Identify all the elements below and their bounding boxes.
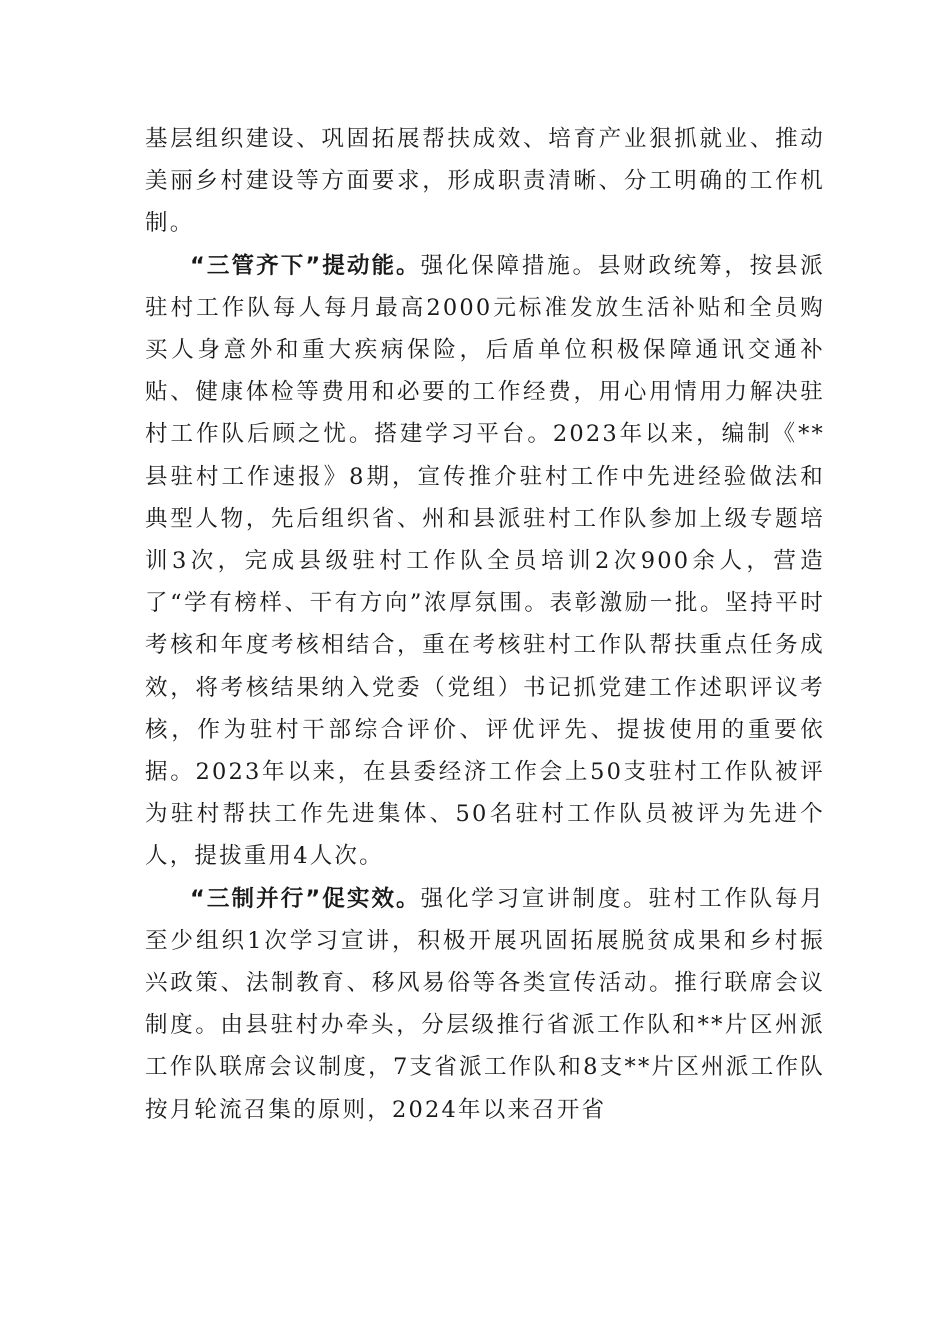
document-body — [145, 118, 825, 1131]
paragraph-text: 强化保障措施。县财政统筹，按县派驻村工作队每人每月最高2000元标准发放生活补贴和全员购买人身意外和重大疾病保险，后盾单位积极保障通讯交通补贴、健康体检等费用和必要的工作经费，用心用情用力解决驻村工作队后顾之忧。搭建学习平台。2023年以来，编制《**县驻村工作速报》8期，宣传推介驻村工作中先进经验做法和典型人物，先后组织省、州和县派驻村工作队参加上级专题培训3次，完成县级驻村工作队全员培训2次900余人，营造了“学有榜样、干有方向”浓厚氛围。表彰激励一批。坚持平时考核和年度考核相结合，重在考核驻村工作队帮扶重点任务成效，将考核结果纳入党委（党组）书记抓党建工作述职评议考核，作为驻村干部综合评价、评优评先、提拔使用的重要依据。2023年以来，在县委经济工作会上50支驻村工作队被评为驻村帮扶工作先进集体、50名驻村工作队员被评为先进个人，提拔重用4人次。 — [145, 252, 826, 870]
paragraph-continuation — [145, 118, 825, 245]
paragraph-heading: “三管齐下”提动能。 — [190, 252, 421, 279]
paragraph-heading: “三制并行”促实效。 — [190, 885, 421, 912]
paragraph-text: 基层组织建设、巩固拓展帮扶成效、培育产业狠抓就业、推动美丽乡村建设等方面要求，形成职责清晰、分工明确的工作机制。 — [145, 126, 825, 237]
paragraph-three-management — [145, 245, 825, 878]
paragraph-text: 强化学习宣讲制度。驻村工作队每月至少组织1次学习宣讲，积极开展巩固拓展脱贫成果和乡村振兴政策、法制教育、移风易俗等各类宣传活动。推行联席会议制度。由县驻村办牵头，分层级推行省派工作队和**片区州派工作队联席会议制度，7支省派工作队和8支**片区州派工作队按月轮流召集的原则，2024年以来召开省 — [145, 885, 826, 1123]
paragraph-three-systems — [145, 878, 825, 1131]
